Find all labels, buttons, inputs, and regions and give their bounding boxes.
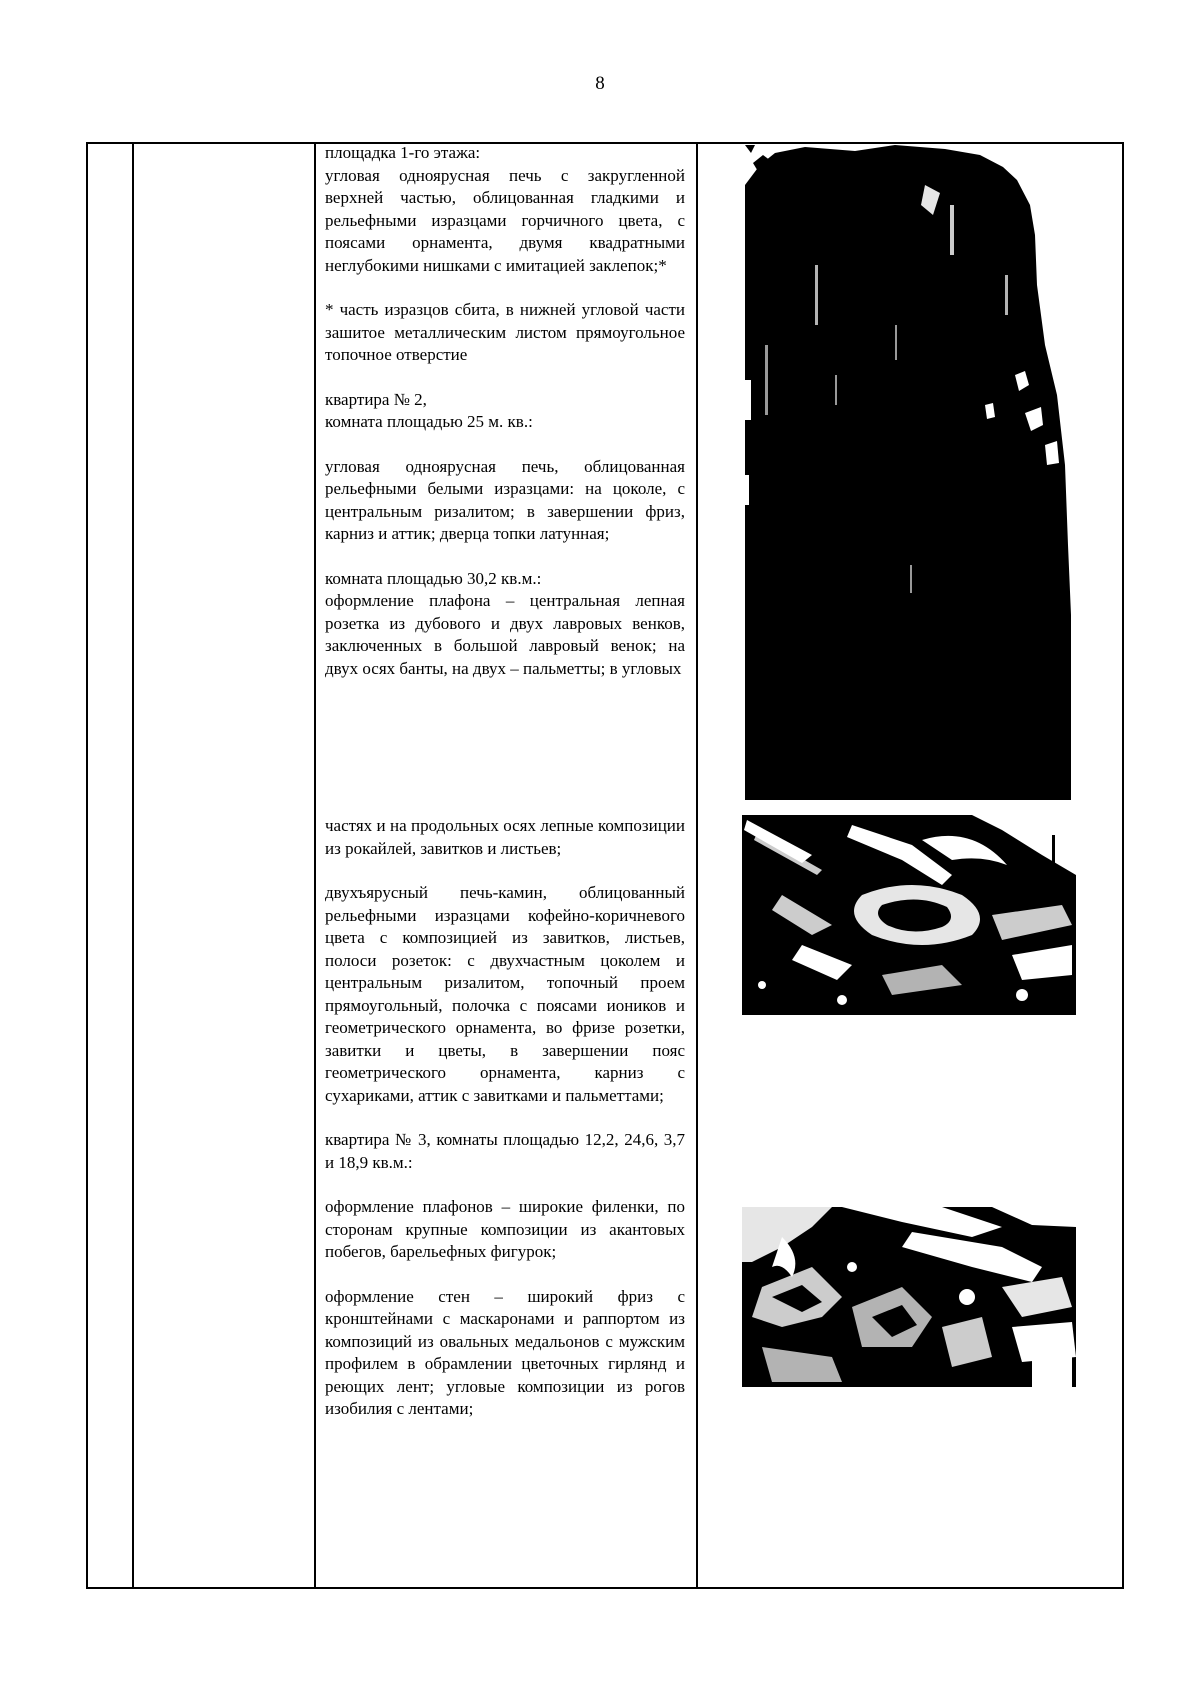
landing-heading: площадка 1-го этажа:: [325, 143, 481, 162]
description-column-continued: [325, 815, 685, 1421]
landing-stove-description: угловая одноярусная печь с закругленной верхней частью, облицованная гладкими и рельефными изразцами горчичного цвета, с поясами орнамента, двумя квадратными неглубокими нишками с имитацией заклепок;*: [325, 165, 685, 275]
table-col-border-4: [696, 142, 698, 1589]
apartment-3-heading: квартира № 3, комнаты площадью 12,2, 24,6, 3,7 и 18,9 кв.м.:: [325, 1130, 685, 1172]
page-number: 8: [595, 73, 605, 94]
fireplace-description: двухъярусный печь-камин, облицованный рельефными изразцами кофейно-коричневого цвета с композицией из завитков, листьев, полоси розеток: с двухчастным цоколем и центральным ризалитом, топочный проем прямоугольный, полочка с поясами иоников и геометрического орнамента, во фризе розетки, завитки и цветы, в завершении пояс геометрического орнамента, карниз с сухариками, аттик с завитками и пальметтами;: [325, 883, 685, 1105]
ceiling-moulding-photo: [742, 1207, 1076, 1387]
ceiling-panels-description: оформление плафонов – широкие филенки, по сторонам крупные композиции из акантовых побегов, барельефных фигурок;: [325, 1197, 685, 1261]
apartment-2-heading: квартира № 2,: [325, 389, 427, 409]
table-bottom-border: [86, 1587, 1124, 1589]
table-col-border-2: [132, 142, 134, 1589]
landing-stove-note: * часть изразцов сбита, в нижней угловой части зашитое металлическим листом прямоугольное топочное отверстие: [325, 300, 685, 364]
ceiling-rosette-photo: [742, 815, 1076, 1015]
table-col-border-5: [1122, 142, 1124, 1589]
room-30-ceiling-description: оформление плафона – центральная лепная розетка из дубового и двух лавровых венков, заключенных в большой лавровый венок; на двух осях банты, на двух – пальметты; в угловых: [325, 591, 685, 678]
room-30-heading: комната площадью 30,2 кв.м.:: [325, 568, 542, 588]
description-column: [325, 142, 685, 680]
table-col-border-1: [86, 142, 88, 1589]
room-30-ceiling-continued: частях и на продольных осях лепные композиции из рокайлей, завитков и листьев;: [325, 816, 685, 858]
stove-photo: [745, 145, 1075, 800]
table-col-border-3: [314, 142, 316, 1589]
walls-description: оформление стен – широкий фриз с кронштейнами с маскаронами и раппортом из композиций из овальных медальонов с мужским профилем в обрамлении цветочных гирлянд и реющих лент; угловые композиции из рогов изобилия с лентами;: [325, 1286, 685, 1418]
room-25-stove-description: угловая одноярусная печь, облицованная рельефными белыми изразцами: на цоколе, с центральным ризалитом; в завершении фриз, карниз и аттик; дверца топки латунная;: [325, 456, 685, 543]
room-25-heading: комната площадью 25 м. кв.:: [325, 412, 533, 431]
